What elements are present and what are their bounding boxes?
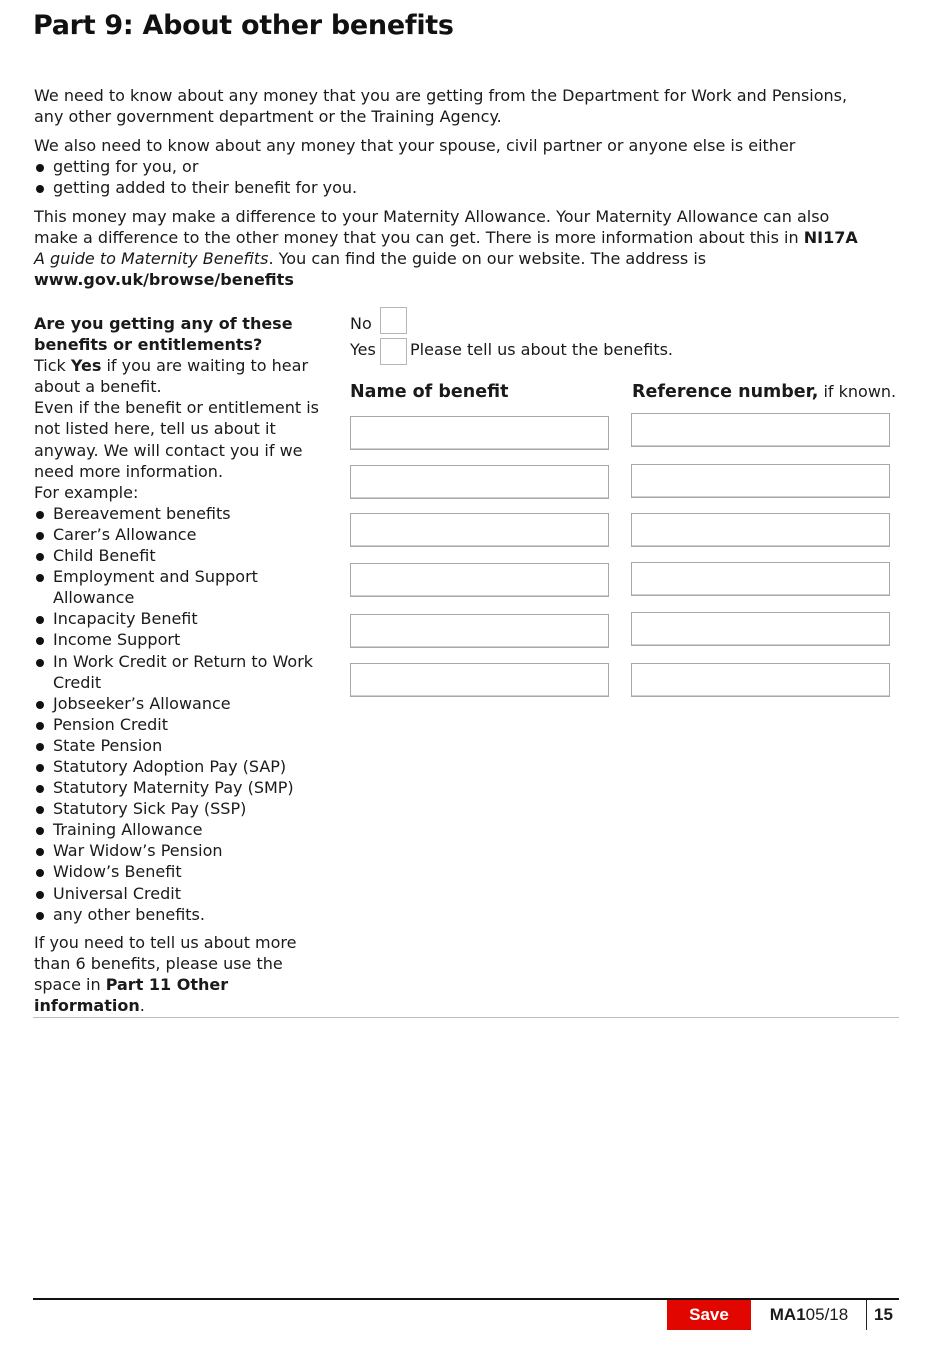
benefit-item: Statutory Sick Pay (SSP): [34, 798, 324, 819]
yes-label: Yes: [350, 340, 376, 359]
more-post: .: [139, 996, 145, 1015]
reference-number-field-6[interactable]: [631, 663, 890, 697]
benefit-item: Incapacity Benefit: [34, 608, 324, 629]
no-checkbox[interactable]: [380, 307, 407, 334]
benefit-name-field-3[interactable]: [350, 513, 609, 547]
tick-instruction: [34, 355, 324, 397]
tick-pre: Tick: [34, 356, 71, 376]
reference-number-field-5[interactable]: [631, 612, 890, 646]
yes-checkbox[interactable]: [380, 338, 407, 365]
benefit-name-field-6[interactable]: [350, 663, 609, 697]
benefit-item: Employment and Support Allowance: [34, 566, 324, 608]
benefit-name-field-2[interactable]: [350, 465, 609, 499]
benefit-name-field-4[interactable]: [350, 563, 609, 597]
question-heading: Are you getting any of these benefits or entitlements?: [34, 314, 293, 355]
form-date: 05/18: [805, 1305, 849, 1324]
benefit-item: any other benefits.: [34, 904, 324, 925]
tick-yes: Yes: [70, 356, 102, 376]
benefit-name-field-1[interactable]: [350, 416, 609, 450]
benefit-item: Income Support: [34, 629, 324, 650]
benefit-item: Universal Credit: [34, 883, 324, 904]
reference-heading-bold: Reference number,: [632, 382, 819, 402]
benefit-item: Statutory Adoption Pay (SAP): [34, 756, 324, 777]
section-divider: [33, 1017, 899, 1018]
reference-number-field-1[interactable]: [631, 413, 890, 447]
intro-paragraph-3: [34, 206, 864, 290]
reference-heading-light: if known.: [818, 382, 897, 401]
benefit-item: Jobseeker’s Allowance: [34, 693, 324, 714]
yes-hint: Please tell us about the benefits.: [410, 340, 674, 359]
save-button[interactable]: Save: [667, 1300, 751, 1330]
intro-bullet-list: [34, 156, 864, 198]
guide-code: NI17A: [803, 228, 858, 247]
reference-number-field-2[interactable]: [631, 464, 890, 498]
form-reference: [751, 1300, 867, 1330]
benefit-item: Statutory Maternity Pay (SMP): [34, 777, 324, 798]
intro-p3-text: This money may make a difference to your Maternity Allowance. Your Maternity Allowance can also make a difference to the other money that you can get. There is more information about this in: [34, 207, 830, 247]
intro-p3-text-b: . You can find the guide on our website. The address is: [268, 249, 707, 268]
reference-number-field-3[interactable]: [631, 513, 890, 547]
benefit-item: State Pension: [34, 735, 324, 756]
benefit-item: Bereavement benefits: [34, 503, 324, 524]
even-if-text: Even if the benefit or entitlement is not listed here, tell us about it anyway. We will contact you if we need more information.: [34, 398, 320, 481]
name-of-benefit-heading: Name of benefit: [350, 382, 509, 402]
more-bold: Part 11 Other information: [34, 974, 229, 1015]
intro-bullet: getting added to their benefit for you.: [34, 177, 864, 198]
page-title: Part 9: About other benefits: [33, 10, 454, 41]
more-benefits-note: [34, 932, 324, 1016]
intro-paragraph-2: [34, 135, 864, 198]
benefit-name-field-5[interactable]: [350, 614, 609, 648]
benefit-example-list: [34, 503, 324, 925]
reference-number-heading: [632, 381, 896, 403]
benefit-item: Child Benefit: [34, 545, 324, 566]
page-number: 15: [874, 1305, 893, 1324]
tick-post: if you are waiting to hear about a benefit.: [34, 356, 309, 397]
intro-paragraph-1: We need to know about any money that you are getting from the Department for Work and Pensions, any other government department or the Training Agency.: [34, 86, 848, 126]
benefits-url[interactable]: www.gov.uk/browse/benefits: [34, 270, 294, 289]
intro-bullet: getting for you, or: [34, 156, 864, 177]
intro-paragraph-2-text: We also need to know about any money that your spouse, civil partner or anyone else is either: [34, 136, 796, 155]
benefit-item: Pension Credit: [34, 714, 324, 735]
benefit-item: Training Allowance: [34, 819, 324, 840]
more-pre: If you need to tell us about more than 6 benefits, please use the space in: [34, 932, 297, 994]
benefit-item: In Work Credit or Return to Work Credit: [34, 651, 324, 693]
benefit-item: War Widow’s Pension: [34, 840, 324, 861]
reference-number-field-4[interactable]: [631, 562, 890, 596]
no-label: No: [350, 314, 372, 333]
benefit-item: Widow’s Benefit: [34, 861, 324, 882]
for-example-label: For example:: [34, 482, 139, 502]
form-code: MA1: [769, 1305, 806, 1324]
question-panel: [34, 313, 324, 1016]
guide-title: A guide to Maternity Benefits: [34, 249, 269, 268]
benefit-item: Carer’s Allowance: [34, 524, 324, 545]
